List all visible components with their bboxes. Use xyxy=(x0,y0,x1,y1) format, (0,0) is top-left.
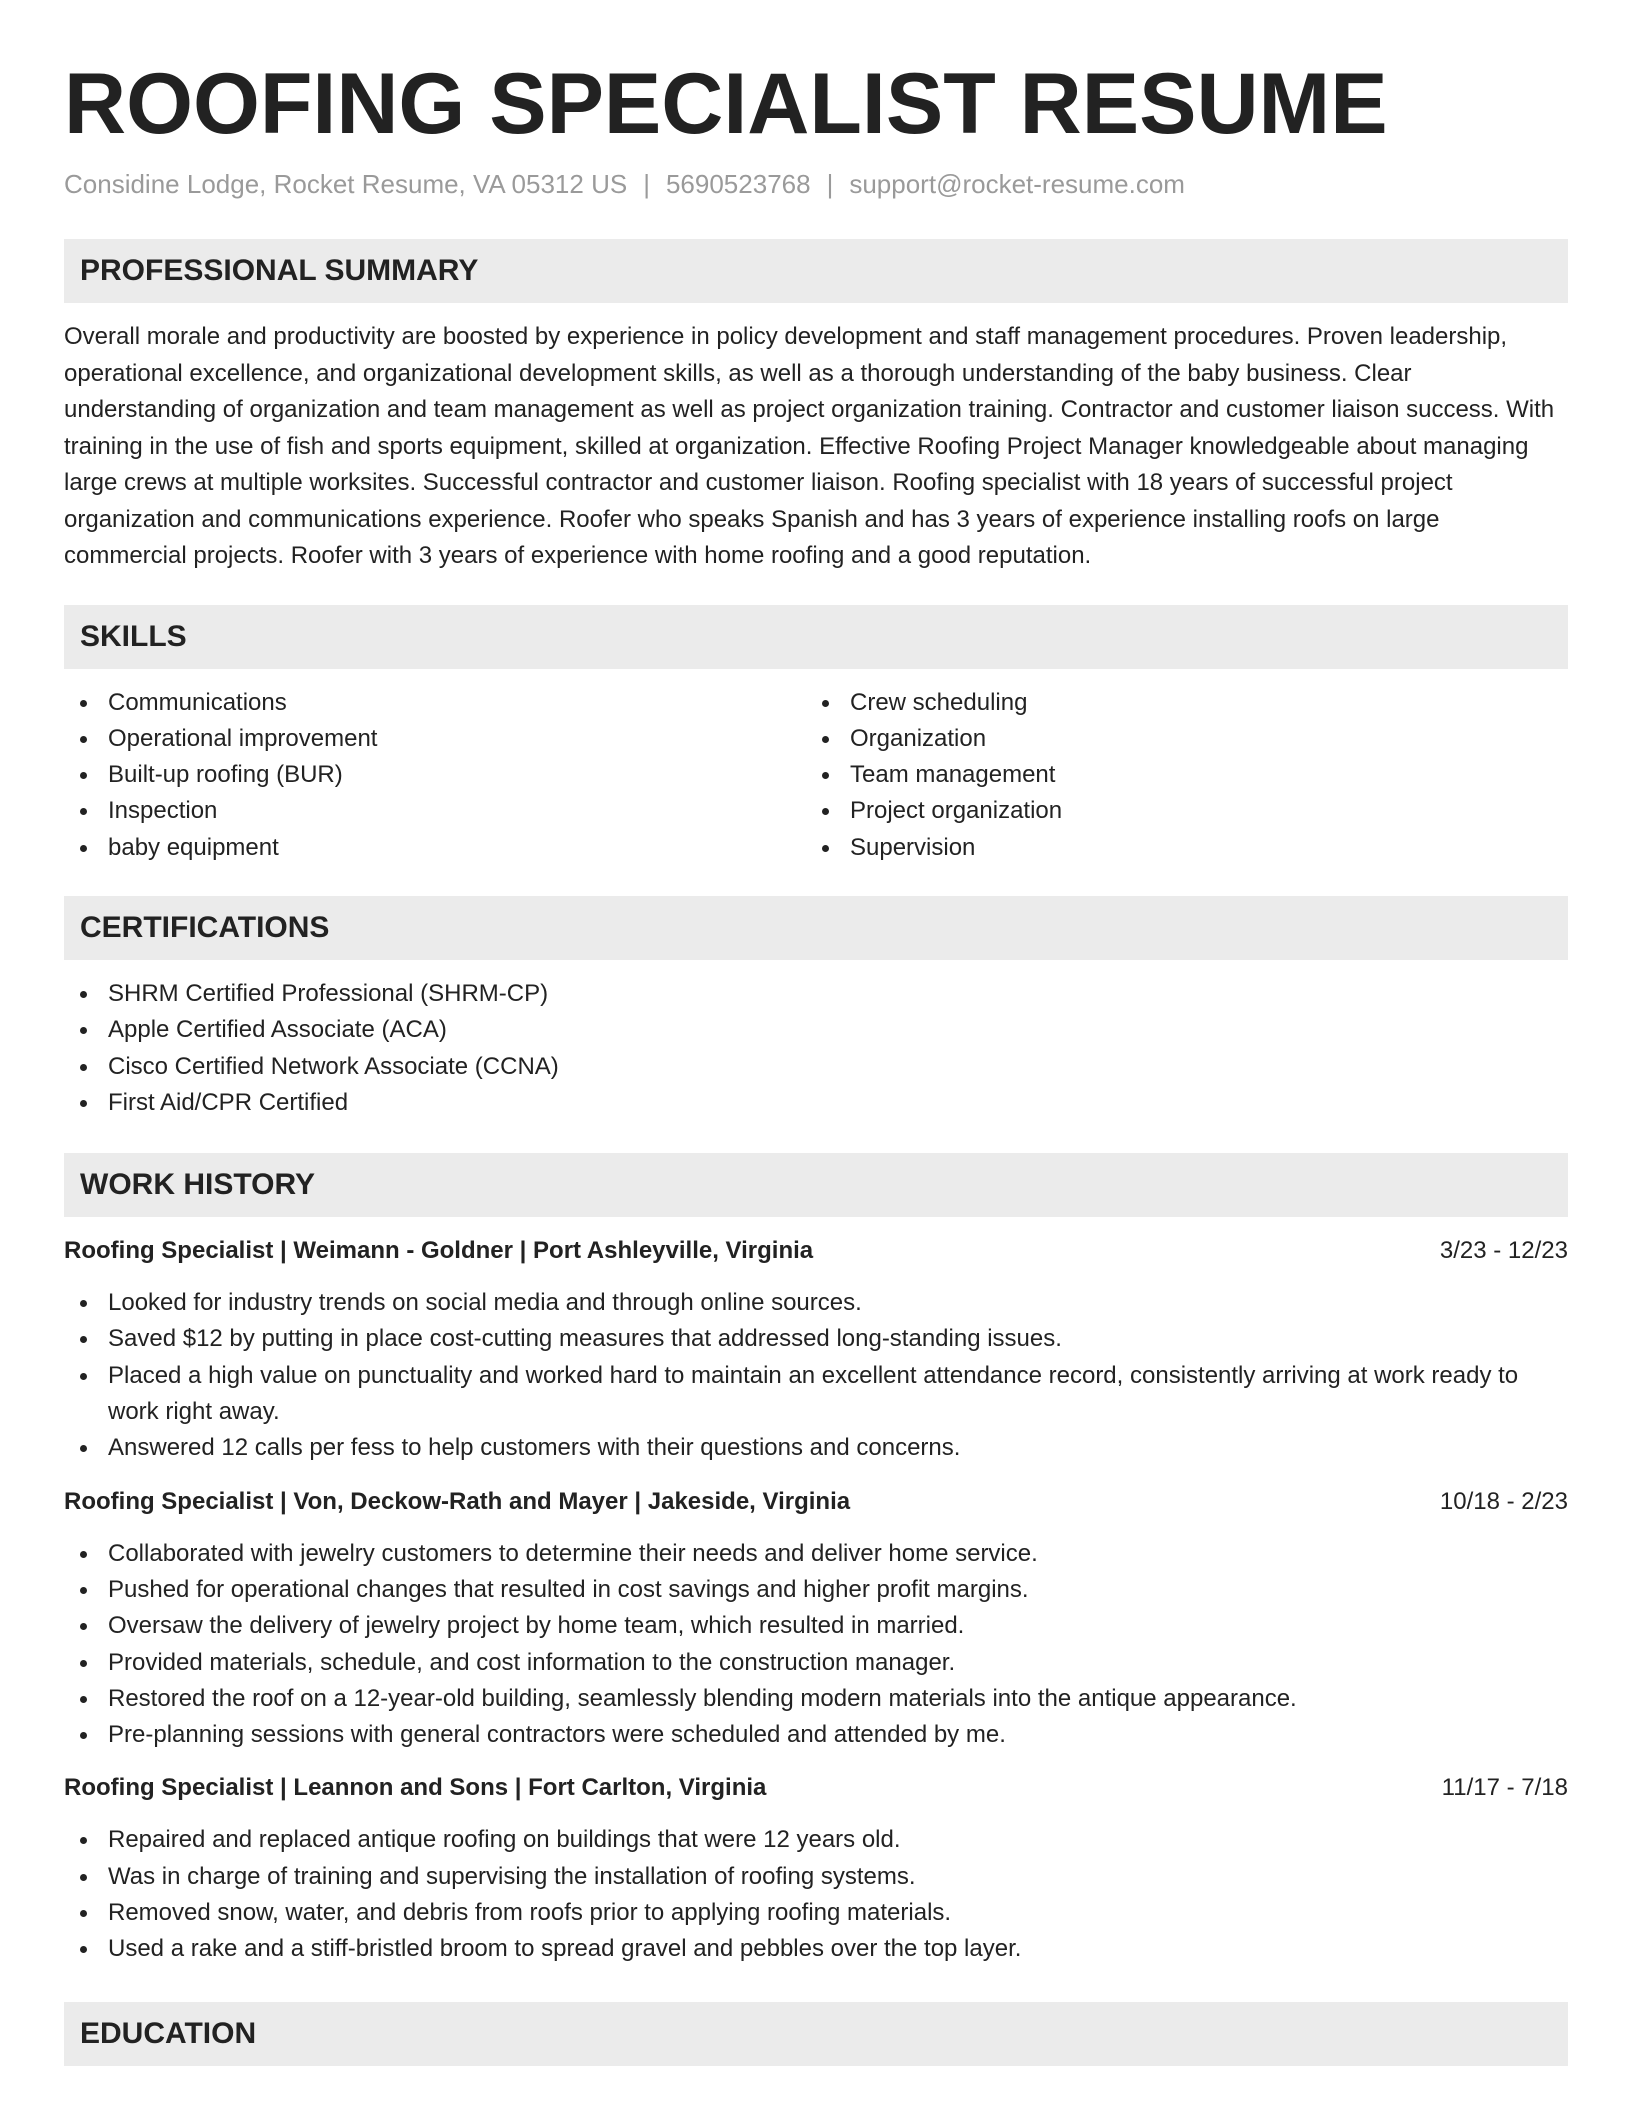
job-bullet: Was in charge of training and supervising the installation of roofing systems. xyxy=(64,1859,1568,1895)
skill-item: Inspection xyxy=(64,793,806,829)
skill-item: Organization xyxy=(806,721,1548,757)
skill-item: Team management xyxy=(806,757,1548,793)
job-header xyxy=(64,1484,1568,1520)
skill-item: Project organization xyxy=(806,793,1548,829)
work-history-heading: WORK HISTORY xyxy=(64,1153,1568,1217)
job-bullet: Placed a high value on punctuality and worked hard to maintain an excellent attendance record, consistently arriving at work ready to work right away. xyxy=(64,1358,1568,1431)
job-entry xyxy=(64,1770,1568,1967)
certification-item: First Aid/CPR Certified xyxy=(64,1085,1568,1121)
job-dates: 11/17 - 7/18 xyxy=(1441,1774,1568,1802)
job-bullet: Saved $12 by putting in place cost-cutting measures that addressed long-standing issues. xyxy=(64,1321,1568,1357)
certifications-list xyxy=(64,976,1568,1121)
job-bullet: Pushed for operational changes that resulted in cost savings and higher profit margins. xyxy=(64,1572,1568,1608)
contact-separator: | xyxy=(643,169,650,199)
skill-item: Crew scheduling xyxy=(806,685,1548,721)
skill-item: Built-up roofing (BUR) xyxy=(64,757,806,793)
skill-item: baby equipment xyxy=(64,830,806,866)
skill-item: Operational improvement xyxy=(64,721,806,757)
contact-phone: 5690523768 xyxy=(665,169,811,199)
certification-item: SHRM Certified Professional (SHRM-CP) xyxy=(64,976,1568,1012)
resume-page xyxy=(64,0,1568,2066)
job-bullet: Removed snow, water, and debris from roofs prior to applying roofing materials. xyxy=(64,1895,1568,1931)
skills-column-right xyxy=(806,685,1548,866)
summary-text: Overall morale and productivity are boosted by experience in policy development and staff management procedures. Proven leadership, operational excellence, and organizational development skills, as well as a thorough understanding of the baby business. Clear understanding of organization and team management as well as project organization training. Contractor and customer liaison success. With training in the use of fish and sports equipment, skilled at organization. Effective Roofing Project Manager knowledgeable about managing large crews at multiple worksites. Successful contractor and customer liaison. Roofing specialist with 18 years of successful project organization and communications experience. Roofer who speaks Spanish and has 3 years of experience installing roofs on large commercial projects. Roofer with 3 years of experience with home roofing and a good reputation. xyxy=(64,323,1555,569)
skills-list-left xyxy=(64,685,806,866)
job-dates: 10/18 - 2/23 xyxy=(1439,1487,1568,1515)
contact-line xyxy=(64,166,1568,202)
job-bullet: Restored the roof on a 12-year-old building, seamlessly blending modern materials into the antique appearance. xyxy=(64,1681,1568,1717)
job-title: Roofing Specialist | Leannon and Sons | Fort Carlton, Virginia xyxy=(64,1774,767,1802)
summary-heading: PROFESSIONAL SUMMARY xyxy=(64,239,1568,303)
contact-email: support@rocket-resume.com xyxy=(849,169,1185,199)
skill-item: Supervision xyxy=(806,830,1548,866)
contact-separator: | xyxy=(826,169,834,199)
job-bullet: Answered 12 calls per fess to help customers with their questions and concerns. xyxy=(64,1430,1568,1466)
skills-column-left xyxy=(64,685,806,866)
job-bullet: Collaborated with jewelry customers to determine their needs and deliver home service. xyxy=(64,1536,1568,1572)
job-bullet: Oversaw the delivery of jewelry project by home team, which resulted in married. xyxy=(64,1608,1568,1644)
contact-address: Considine Lodge, Rocket Resume, VA 05312 US xyxy=(64,169,628,199)
certifications-heading: CERTIFICATIONS xyxy=(64,896,1568,960)
job-bullet: Looked for industry trends on social media and through online sources. xyxy=(64,1285,1568,1321)
job-bullet: Provided materials, schedule, and cost information to the construction manager. xyxy=(64,1645,1568,1681)
skills-heading: SKILLS xyxy=(64,605,1568,669)
education-heading: EDUCATION xyxy=(64,2002,1568,2066)
job-entry xyxy=(64,1484,1568,1754)
job-bullet: Used a rake and a stiff-bristled broom to spread gravel and pebbles over the top layer. xyxy=(64,1931,1568,1967)
job-dates: 3/23 - 12/23 xyxy=(1439,1237,1568,1265)
skills-list-right xyxy=(806,685,1548,866)
job-header xyxy=(64,1233,1568,1269)
certification-item: Apple Certified Associate (ACA) xyxy=(64,1012,1568,1048)
job-bullets xyxy=(64,1536,1568,1754)
job-header xyxy=(64,1770,1568,1806)
page-title: ROOFING SPECIALIST RESUME xyxy=(64,56,1388,152)
job-bullet: Repaired and replaced antique roofing on buildings that were 12 years old. xyxy=(64,1822,1568,1858)
skill-item: Communications xyxy=(64,685,806,721)
certification-item: Cisco Certified Network Associate (CCNA) xyxy=(64,1049,1568,1085)
job-title: Roofing Specialist | Von, Deckow-Rath and Mayer | Jakeside, Virginia xyxy=(64,1487,851,1515)
job-bullet: Pre-planning sessions with general contractors were scheduled and attended by me. xyxy=(64,1717,1568,1753)
job-entry xyxy=(64,1233,1568,1466)
skills-grid xyxy=(64,685,1568,866)
job-bullets xyxy=(64,1822,1568,1967)
job-title: Roofing Specialist | Weimann - Goldner | Port Ashleyville, Virginia xyxy=(64,1237,814,1265)
job-bullets xyxy=(64,1285,1568,1466)
